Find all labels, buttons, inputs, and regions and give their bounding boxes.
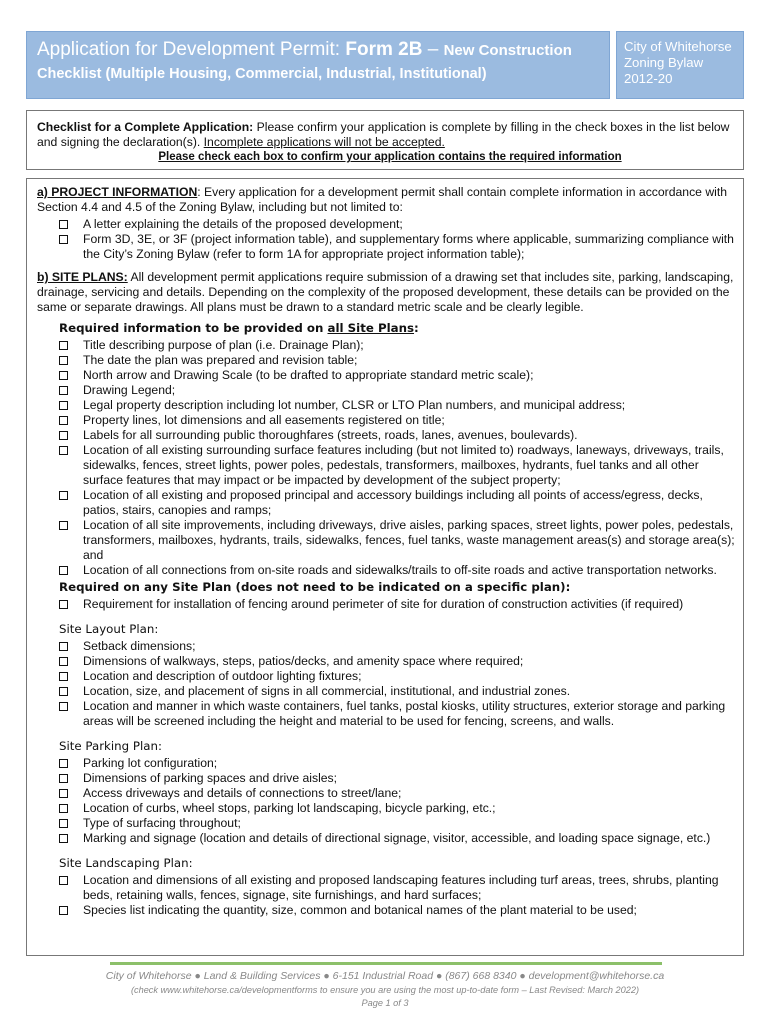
checklist-item[interactable]: Parking lot configuration; bbox=[37, 756, 737, 771]
form-title-block bbox=[26, 31, 610, 99]
checklist-item[interactable]: Title describing purpose of plan (i.e. Drainage Plan); bbox=[37, 338, 737, 353]
checklist-item[interactable]: Location, size, and placement of signs in all commercial, institutional, and industrial zones. bbox=[37, 684, 737, 699]
intro-lead: Checklist for a Complete Application: bbox=[37, 120, 254, 134]
checklist-item[interactable]: Location and description of outdoor lighting fixtures; bbox=[37, 669, 737, 684]
intro-instruction: Please check each box to confirm your application contains the required information bbox=[158, 151, 622, 163]
checklist-item[interactable]: Dimensions of walkways, steps, patios/decks, and amenity space where required; bbox=[37, 654, 737, 669]
site-plans-text: All development permit applications require submission of a drawing set that includes site, parking, landscaping, drainage, servicing and details. Depending on the complexity of the proposed development, these details can be provided on the same or separate drawings. All plans must be drawn to a standard metric scale and be clearly legible. bbox=[37, 270, 734, 314]
footer-rule bbox=[110, 962, 662, 965]
any-site-plan-list bbox=[37, 597, 737, 612]
checklist-item[interactable]: Type of surfacing throughout; bbox=[37, 816, 737, 831]
project-info-list bbox=[37, 217, 737, 262]
checklist-box bbox=[26, 178, 744, 956]
project-info-paragraph bbox=[37, 185, 737, 215]
intro-box bbox=[26, 110, 744, 170]
checklist-item[interactable]: Location of all existing surrounding surface features including (but not limited to) roadways, laneways, driveways, trails, sidewalks, fences, street lights, power poles, pedestals, transformers, mailboxes, hydrants, fuel tanks and all other surface features that may impact or be impacted by development of the subject property; bbox=[37, 443, 737, 488]
all-site-plans-list bbox=[37, 338, 737, 578]
title-prefix: Application for Development Permit: bbox=[37, 39, 346, 60]
checklist-item[interactable]: Requirement for installation of fencing around perimeter of site for duration of construction activities (if required) bbox=[37, 597, 737, 612]
all-heading-suffix: : bbox=[414, 321, 419, 335]
checklist-item[interactable]: Legal property description including lot number, CLSR or LTO Plan numbers, and municipal address; bbox=[37, 398, 737, 413]
title-dash: – bbox=[422, 39, 444, 60]
checklist-item[interactable]: Location and dimensions of all existing and proposed landscaping features including turf areas, trees, shrubs, planting beds, retaining walls, fences, signage, site furnishings, and hard surfaces; bbox=[37, 873, 737, 903]
title-suffix: New Construction bbox=[443, 42, 572, 59]
form-title bbox=[37, 39, 609, 62]
checklist-item[interactable]: Location of all site improvements, including driveways, drive aisles, parking spaces, street lights, power poles, pedestals, transformers, mailboxes, hydrants, trails, sidewalks, fences, fuel tanks, waste management areas(s) and storage area(s); and bbox=[37, 518, 737, 563]
checklist-item[interactable]: Labels for all surrounding public thoroughfares (streets, roads, lanes, avenues, boulevards). bbox=[37, 428, 737, 443]
bylaw-block bbox=[616, 31, 744, 99]
form-subtitle: Checklist (Multiple Housing, Commercial, Industrial, Institutional) bbox=[37, 66, 487, 82]
site-parking-list bbox=[37, 756, 737, 846]
site-parking-heading: Site Parking Plan: bbox=[59, 739, 162, 753]
site-landscaping-heading: Site Landscaping Plan: bbox=[59, 856, 193, 870]
bylaw-number: 2012-20 bbox=[624, 71, 673, 86]
checklist-item[interactable]: North arrow and Drawing Scale (to be drafted to appropriate standard metric scale); bbox=[37, 368, 737, 383]
intro-warning: Incomplete applications will not be accepted. bbox=[203, 135, 445, 149]
checklist-item[interactable]: A letter explaining the details of the proposed development; bbox=[37, 217, 737, 232]
project-info-text: : Every application for a development permit shall contain complete information in accordance with Section 4.4 and 4.5 of the Zoning Bylaw, including but not limited to: bbox=[37, 185, 728, 214]
checklist-item[interactable]: Property lines, lot dimensions and all easements registered on title; bbox=[37, 413, 737, 428]
footer-revision-note: (check www.whitehorse.ca/developmentforms to ensure you are using the most up-to-date form – Last Revised: March 2022) bbox=[130, 985, 640, 995]
all-heading-prefix: Required information to be provided on bbox=[59, 321, 328, 335]
site-layout-heading: Site Layout Plan: bbox=[59, 622, 159, 636]
checklist-item[interactable]: Dimensions of parking spaces and drive aisles; bbox=[37, 771, 737, 786]
checklist-item[interactable]: Location of all connections from on-site roads and sidewalks/trails to off-site roads and active transportation networks. bbox=[37, 563, 737, 578]
checklist-item[interactable]: Drawing Legend; bbox=[37, 383, 737, 398]
checklist-item[interactable]: Species list indicating the quantity, size, common and botanical names of the plant material to be used; bbox=[37, 903, 737, 918]
site-plans-paragraph bbox=[37, 270, 737, 315]
checklist-item[interactable]: Location of all existing and proposed principal and accessory buildings including all points of access/egress, decks, patios, stairs, canopies and ramps; bbox=[37, 488, 737, 518]
checklist-item[interactable]: Location and manner in which waste containers, fuel tanks, postal kiosks, utility structures, exterior storage and parking areas will be screened including the height and material to be used for fencing, screens, and walls. bbox=[37, 699, 737, 729]
bylaw-city: City of Whitehorse bbox=[624, 39, 732, 54]
site-layout-list bbox=[37, 639, 737, 729]
site-plans-heading: b) SITE PLANS: bbox=[37, 270, 128, 284]
all-site-plans-heading bbox=[37, 321, 737, 336]
all-heading-underlined: all Site Plans bbox=[327, 321, 415, 335]
footer-contact: City of Whitehorse ● Land & Building Services ● 6-151 Industrial Road ● (867) 668 8340 ● development@whitehorse.ca bbox=[105, 970, 665, 982]
checklist-item[interactable]: Marking and signage (location and details of directional signage, visitor, accessible, and loading space signage, etc.) bbox=[37, 831, 737, 846]
checklist-item[interactable]: Location of curbs, wheel stops, parking lot landscaping, bicycle parking, etc.; bbox=[37, 801, 737, 816]
bylaw-name: Zoning Bylaw bbox=[624, 55, 704, 70]
checklist-item[interactable]: Form 3D, 3E, or 3F (project information table), and supplementary forms where applicable, summarizing compliance with the City’s Zoning Bylaw (refer to form 1A for appropriate project information table); bbox=[37, 232, 737, 262]
page-number: Page 1 of 3 bbox=[361, 998, 409, 1008]
checklist-item[interactable]: Setback dimensions; bbox=[37, 639, 737, 654]
any-site-plan-heading: Required on any Site Plan (does not need to be indicated on a specific plan): bbox=[59, 580, 571, 594]
intro-text: Please confirm your application is complete by filling in the check boxes in the list below and signing the declaration(s). bbox=[37, 120, 730, 149]
site-landscaping-list bbox=[37, 873, 737, 918]
checklist-item[interactable]: The date the plan was prepared and revision table; bbox=[37, 353, 737, 368]
form-header bbox=[26, 31, 744, 99]
title-form-number: Form 2B bbox=[345, 39, 423, 60]
checklist-item[interactable]: Access driveways and details of connections to street/lane; bbox=[37, 786, 737, 801]
project-info-heading: a) PROJECT INFORMATION bbox=[37, 185, 198, 199]
